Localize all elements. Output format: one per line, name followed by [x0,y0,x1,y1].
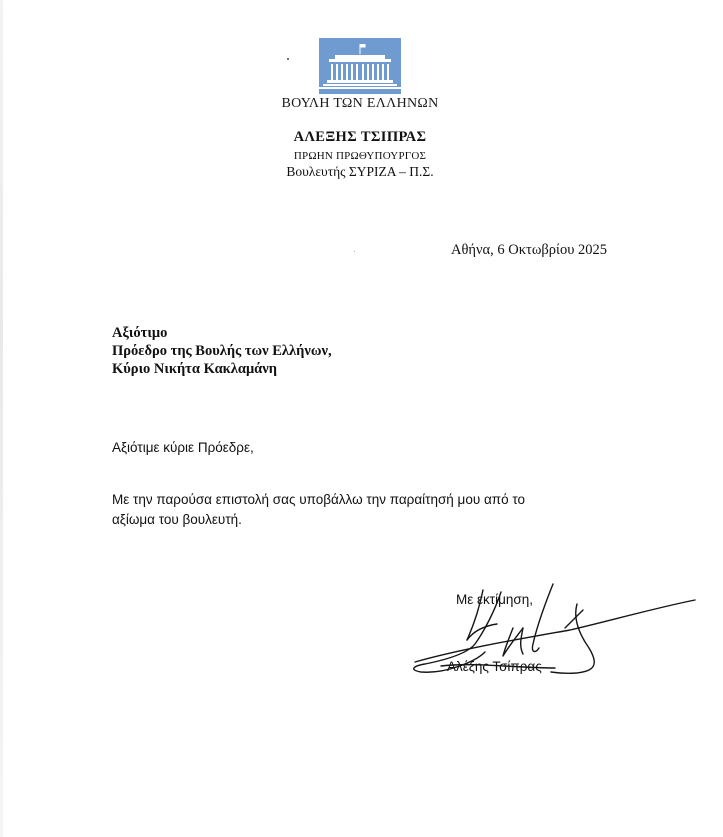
parliament-name: ΒΟΥΛΗ ΤΩΝ ΕΛΛΗΝΩΝ [281,96,439,111]
letter-date: Αθήνα, 6 Οκτωβρίου 2025 [451,242,607,258]
sender-party: Βουλευτής ΣΥΡΙΖΑ – Π.Σ. [286,164,434,179]
sender-block [200,129,520,180]
letter-body: Με την παρούσα επιστολή σας υποβάλλω την παραίτησή μου από το αξίωμα του βουλευτή. [112,492,526,527]
recipient-line: Κύριο Νικήτα Κακλαμάνη [112,361,277,377]
recipient-line: Πρόεδρο της Βουλής των Ελλήνων, [112,343,332,359]
recipient-block [112,324,332,378]
sender-role: ΠΡΩΗΝ ΠΡΩΘΥΠΟΥΡΓΟΣ [293,150,427,162]
scan-edge [0,0,3,837]
sender-name: ΑΛΕΞΗΣ ΤΣΙΠΡΑΣ [293,129,427,145]
scan-speck [354,251,355,252]
handwritten-signature-icon [405,582,700,688]
signed-name: Αλέξης Τσίπρας [447,659,542,674]
salutation: Αξιότιμε κύριε Πρόεδρε, [112,440,254,455]
closing: Με εκτίμηση, [456,592,533,607]
parliament-building-icon [319,38,401,94]
letterhead [250,38,470,112]
recipient-line: Αξιότιμο [112,325,168,341]
